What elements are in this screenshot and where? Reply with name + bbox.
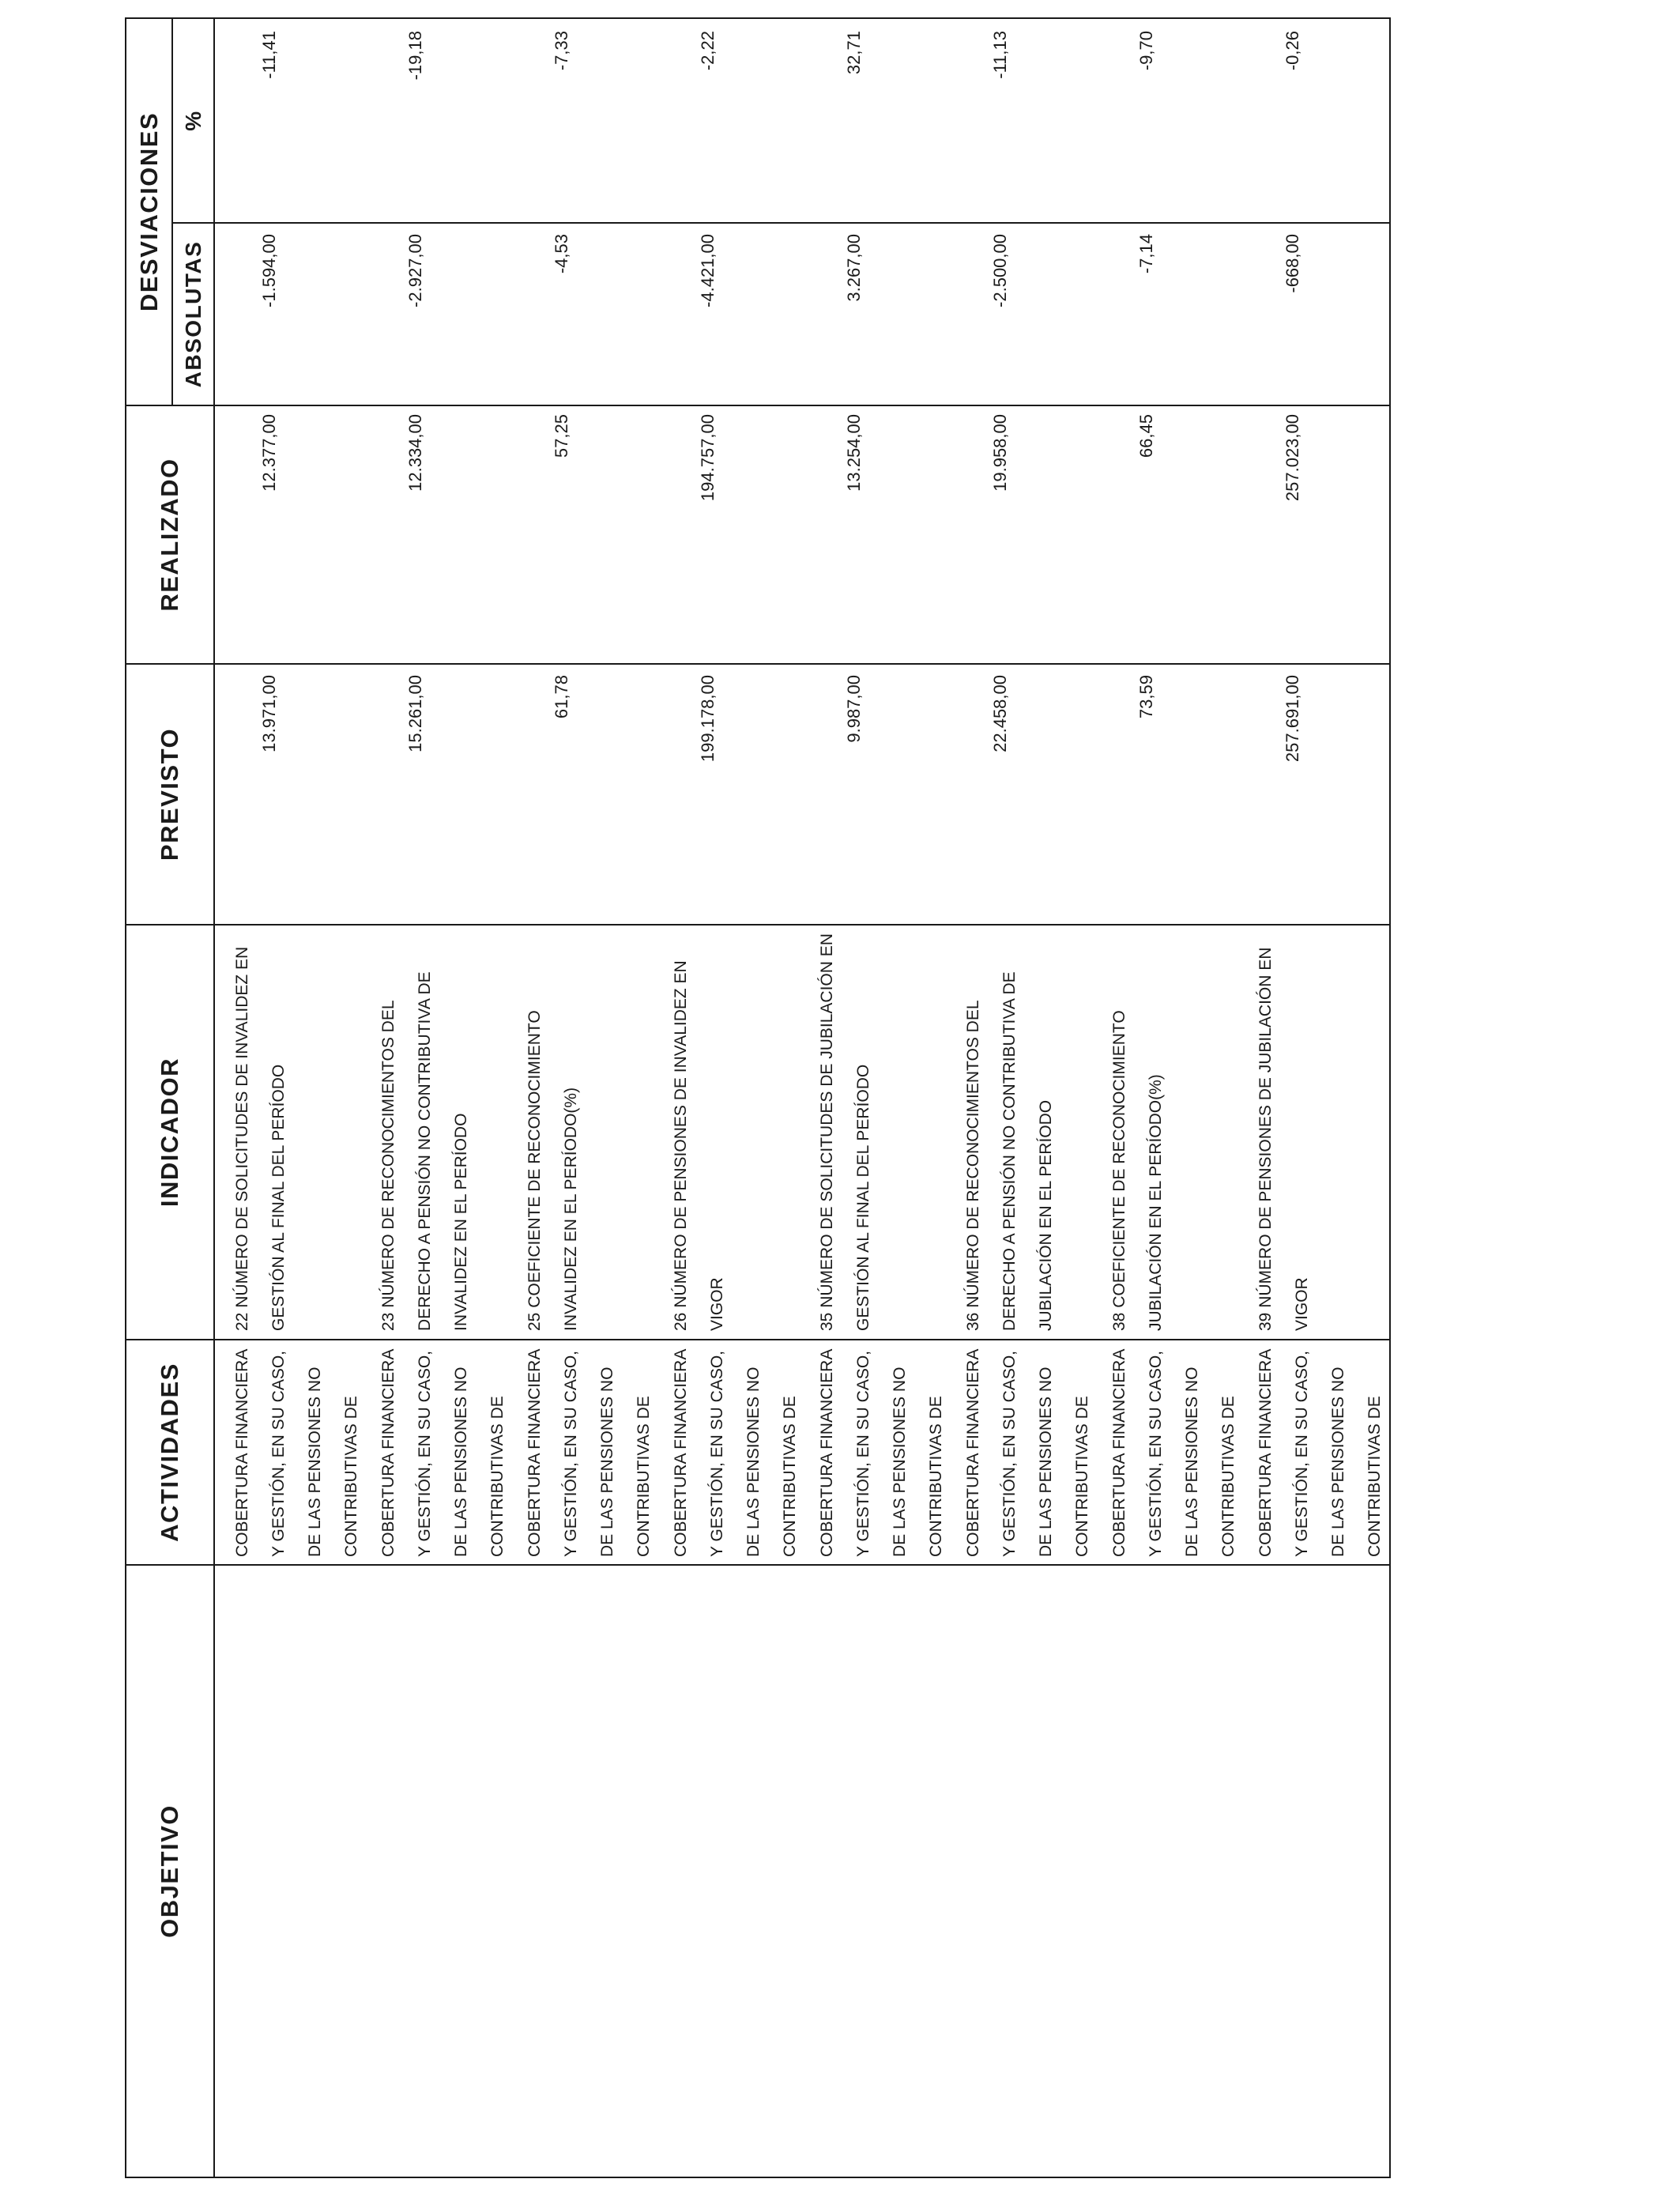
absolutas-value: -4,53	[552, 234, 571, 274]
porcentaje-value: -11,13	[990, 31, 1010, 79]
indicador-cell: 22 NÚMERO DE SOLICITUDES DE INVALIDEZ EN GESTIÓN AL FINAL DEL PERÍODO	[233, 946, 288, 1331]
porcentaje-value: -2,22	[698, 31, 718, 71]
header-absolutas: ABSOLUTAS	[180, 240, 205, 388]
col-divider-5	[125, 405, 1391, 406]
porcentaje-value: -19,18	[405, 31, 425, 81]
col-divider-2	[125, 1339, 1391, 1340]
previsto-value: 22.458,00	[990, 675, 1010, 752]
header-previsto: PREVISTO	[156, 727, 183, 861]
header-porcentaje: %	[180, 110, 205, 131]
realizado-value: 12.334,00	[405, 414, 425, 492]
previsto-value: 199.178,00	[698, 675, 718, 763]
previsto-value: 257.691,00	[1283, 675, 1302, 763]
actividad-cell: COBERTURA FINANCIERA Y GESTIÓN, EN SU CASO, DE LAS PENSIONES NO CONTRIBUTIVAS DE	[672, 1349, 799, 1557]
porcentaje-value: -9,70	[1136, 31, 1156, 71]
col-divider-6	[171, 222, 1391, 224]
indicador-cell: 35 NÚMERO DE SOLICITUDES DE JUBILACIÓN EN GESTIÓN AL FINAL DEL PERÍODO	[818, 933, 872, 1331]
header-objetivo: OBJETIVO	[156, 1804, 183, 1938]
indicador-cell: 26 NÚMERO DE PENSIONES DE INVALIDEZ EN VIGOR	[672, 960, 726, 1331]
header-realizado: REALIZADO	[156, 458, 183, 612]
actividad-cell: COBERTURA FINANCIERA Y GESTIÓN, EN SU CASO, DE LAS PENSIONES NO CONTRIBUTIVAS DE	[818, 1349, 945, 1557]
actividad-cell: COBERTURA FINANCIERA Y GESTIÓN, EN SU CASO, DE LAS PENSIONES NO CONTRIBUTIVAS DE	[233, 1349, 360, 1557]
indicador-cell: 25 COEFICIENTE DE RECONOCIMIENTO INVALIDEZ EN EL PERÍODO(%)	[525, 1010, 580, 1331]
realizado-value: 257.023,00	[1283, 414, 1302, 502]
realizado-value: 19.958,00	[990, 414, 1010, 492]
header-divider	[213, 17, 215, 2178]
header-desviaciones: DESVIACIONES	[134, 111, 163, 312]
indicador-cell: 36 NÚMERO DE RECONOCIMIENTOS DEL DERECHO A PENSIÓN NO CONTRIBUTIVA DE JUBILACIÓN EN EL PERÍODO	[964, 971, 1055, 1331]
previsto-value: 73,59	[1136, 675, 1156, 719]
porcentaje-value: -11,41	[259, 31, 279, 79]
porcentaje-value: -7,33	[552, 31, 571, 71]
col-divider-1	[125, 1564, 1391, 1566]
table-border-left	[125, 2177, 1391, 2178]
actividad-cell: COBERTURA FINANCIERA Y GESTIÓN, EN SU CASO, DE LAS PENSIONES NO CONTRIBUTIVAS DE	[1110, 1349, 1237, 1557]
actividad-cell: COBERTURA FINANCIERA Y GESTIÓN, EN SU CASO, DE LAS PENSIONES NO CONTRIBUTIVAS DE	[1256, 1349, 1384, 1557]
previsto-value: 15.261,00	[405, 675, 425, 752]
table-border-right	[125, 17, 1391, 19]
absolutas-value: -2.500,00	[990, 234, 1010, 307]
previsto-value: 61,78	[552, 675, 571, 719]
absolutas-value: -7,14	[1136, 234, 1156, 274]
previsto-value: 13.971,00	[259, 675, 279, 752]
absolutas-value: -668,00	[1283, 234, 1302, 293]
absolutas-value: -2.927,00	[405, 234, 425, 307]
header-actividades: ACTIVIDADES	[156, 1363, 183, 1542]
col-divider-3	[125, 924, 1391, 925]
actividad-cell: COBERTURA FINANCIERA Y GESTIÓN, EN SU CASO, DE LAS PENSIONES NO CONTRIBUTIVAS DE	[379, 1349, 507, 1557]
porcentaje-value: -0,26	[1283, 31, 1302, 71]
previsto-value: 9.987,00	[844, 675, 864, 743]
absolutas-value: 3.267,00	[844, 234, 864, 302]
indicador-cell: 23 NÚMERO DE RECONOCIMIENTOS DEL DERECHO A PENSIÓN NO CONTRIBUTIVA DE INVALIDEZ EN EL PERÍODO	[379, 971, 470, 1331]
actividad-cell: COBERTURA FINANCIERA Y GESTIÓN, EN SU CASO, DE LAS PENSIONES NO CONTRIBUTIVAS DE	[525, 1349, 653, 1557]
actividad-cell: COBERTURA FINANCIERA Y GESTIÓN, EN SU CASO, DE LAS PENSIONES NO CONTRIBUTIVAS DE	[964, 1349, 1091, 1557]
realizado-value: 13.254,00	[844, 414, 864, 492]
header-indicador: INDICADOR	[156, 1057, 183, 1208]
absolutas-value: -4.421,00	[698, 234, 718, 307]
realizado-value: 194.757,00	[698, 414, 718, 502]
col-divider-4	[125, 663, 1391, 665]
porcentaje-value: 32,71	[844, 31, 864, 75]
indicador-cell: 38 COEFICIENTE DE RECONOCIMIENTO JUBILACIÓN EN EL PERÍODO(%)	[1110, 1010, 1165, 1331]
realizado-value: 66,45	[1136, 414, 1156, 458]
realizado-value: 57,25	[552, 414, 571, 458]
indicador-cell: 39 NÚMERO DE PENSIONES DE JUBILACIÓN EN VIGOR	[1256, 947, 1311, 1331]
absolutas-value: -1.594,00	[259, 234, 279, 307]
realizado-value: 12.377,00	[259, 414, 279, 492]
